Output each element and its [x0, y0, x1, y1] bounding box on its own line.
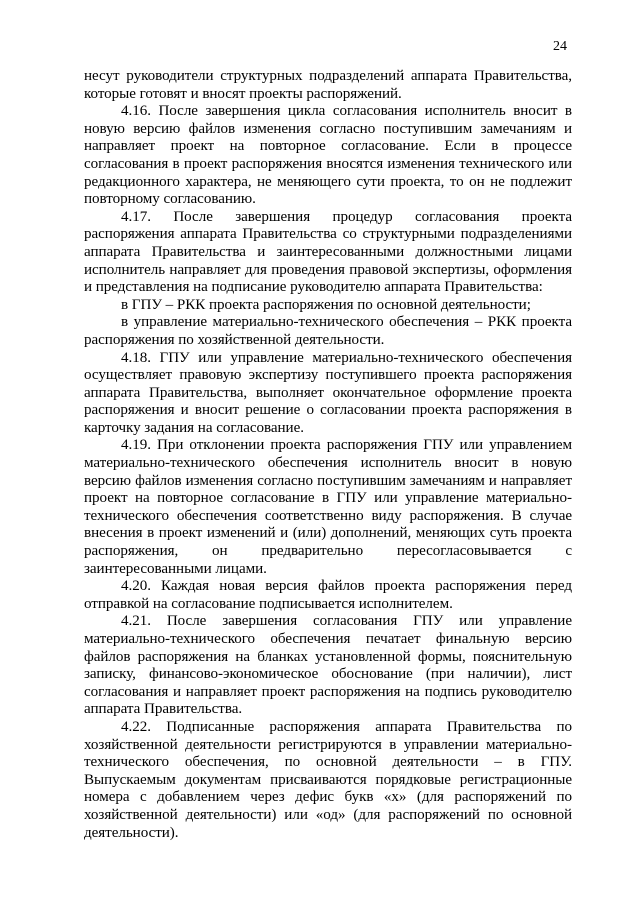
document-body — [84, 68, 572, 842]
paragraph-4-17: 4.17. После завершения процедур согласования проекта распоряжения аппарата Правительства со структурными подразделениями аппарата Правительства и заинтересованными должностными лицами исполнитель направляет для проведения правовой экспертизы, оформления и представления на подписание руководителю аппарата Правительства: — [84, 208, 572, 296]
paragraph-4-19: 4.19. При отклонении проекта распоряжения ГПУ или управлением материально-технического обеспечения исполнитель вносит в новую версию файлов изменения согласно поступившим замечаниям и направляет проект на повторное согласование в ГПУ или управление материально-технического обеспечения соответственно виду распоряжения. В случае внесения в проект изменений и (или) дополнений, меняющих суть проекта распоряжения, он предварительно пересогласовывается с заинтересованными лицами. — [84, 437, 572, 577]
paragraph-4-21: 4.21. После завершения согласования ГПУ или управление материально-технического обеспечения печатает финальную версию файлов распоряжения на бланках установленной формы, пояснительную записку, финансово-экономическое обоснование (при наличии), лист согласования и направляет проект распоряжения на подпись руководителю аппарата Правительства. — [84, 613, 572, 718]
paragraph-4-16: 4.16. После завершения цикла согласования исполнитель вносит в новую версию файлов изменения согласно поступившим замечаниям и направляет проект на повторное согласование. Если в процессе согласования в проект распоряжения вносятся изменения технического или редакционного характера, не меняющего сути проекта, то он не подлежит повторному согласованию. — [84, 103, 572, 208]
paragraph-4-22: 4.22. Подписанные распоряжения аппарата Правительства по хозяйственной деятельности регистрируются в управлении материально-технического обеспечения, по основной деятельности – в ГПУ. Выпускаемым документам присваиваются порядковые регистрационные номера с добавлением через дефис букв «х» (для распоряжений по хозяйственной деятельности) или «од» (для распоряжений по основной деятельности). — [84, 718, 572, 841]
paragraph-4-20: 4.20. Каждая новая версия файлов проекта распоряжения перед отправкой на согласование подписывается исполнителем. — [84, 578, 572, 612]
paragraph-4-18: 4.18. ГПУ или управление материально-технического обеспечения осуществляет правовую экспертизу поступившего проекта распоряжения аппарата Правительства, выполняет окончательное оформление проекта распоряжения и вносит решение о согласовании проекта распоряжения в карточку задания на согласование. — [84, 349, 572, 436]
paragraph-gpu-item: в ГПУ – РКК проекта распоряжения по основной деятельности; — [121, 296, 531, 313]
paragraph-continuation: несут руководители структурных подразделений аппарата Правительства, которые готовят и вносят проекты распоряжений. — [84, 68, 572, 102]
page-number: 24 — [553, 39, 567, 54]
paragraph-mto-item: в управление материально-технического обеспечения – РКК проекта распоряжения по хозяйственной деятельности. — [84, 314, 572, 348]
